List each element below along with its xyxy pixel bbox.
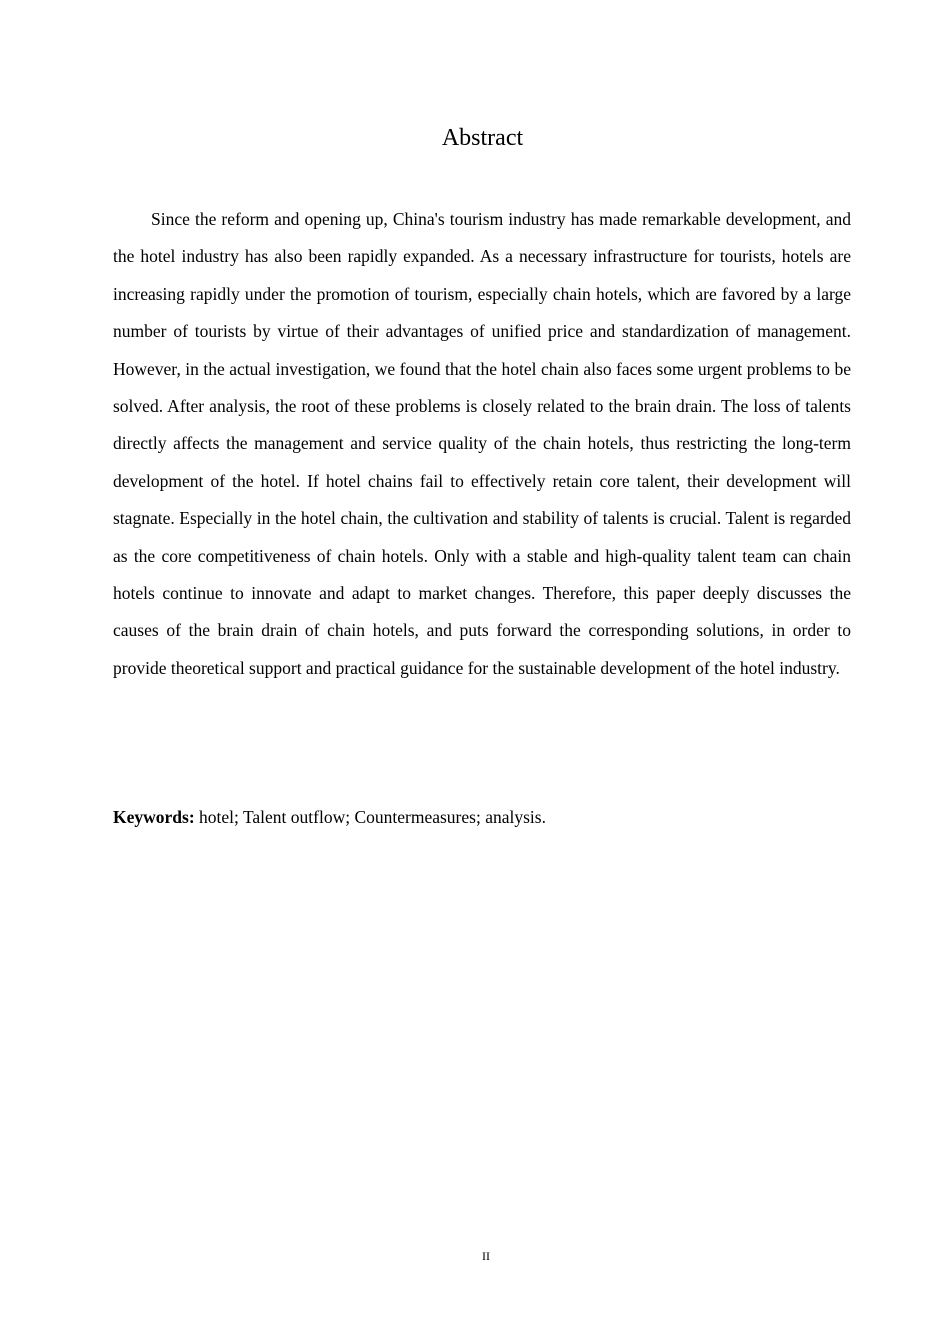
- page-number: II: [482, 1249, 490, 1263]
- abstract-title: Abstract: [441, 125, 524, 151]
- keywords-line: [113, 801, 851, 833]
- abstract-paragraph: Since the reform and opening up, China's tourism industry has made remarkable development, and the hotel industry has also been rapidly expanded. As a necessary infrastructure for tourists, hotels are increasing rapidly under the promotion of tourism, especially chain hotels, which are favored by a large number of tourists by virtue of their advantages of unified price and standardization of management. However, in the actual investigation, we found that the hotel chain also faces some urgent problems to be solved. After analysis, the root of these problems is closely related to the brain drain. The loss of talents directly affects the management and service quality of the chain hotels, thus restricting the long-term development of the hotel. If hotel chains fail to effectively retain core talent, their development will stagnate. Especially in the hotel chain, the cultivation and stability of talents is crucial. Talent is regarded as the core competitiveness of chain hotels. Only with a stable and high-quality talent team can chain hotels continue to innovate and adapt to market changes. Therefore, this paper deeply discusses the causes of the brain drain of chain hotels, and puts forward the corresponding solutions, in order to provide theoretical support and practical guidance for the sustainable development of the hotel industry.: [113, 209, 851, 678]
- keywords-label: Keywords:: [113, 807, 195, 827]
- keywords-text: hotel; Talent outflow; Countermeasures; analysis.: [194, 807, 546, 827]
